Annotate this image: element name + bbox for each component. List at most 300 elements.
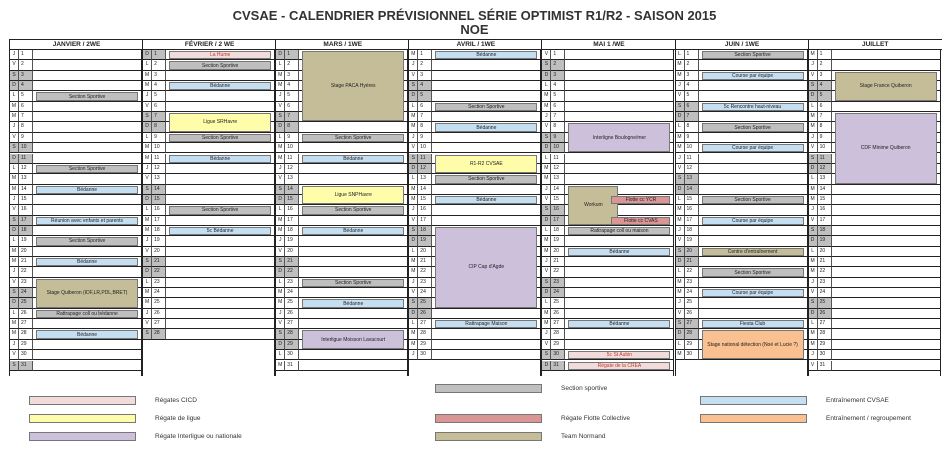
- calendar-event[interactable]: Rattrapage coll ou maison: [568, 227, 670, 235]
- day-cell[interactable]: [699, 226, 807, 236]
- day-cell[interactable]: [832, 329, 940, 339]
- day-cell[interactable]: [832, 205, 940, 215]
- day-letter: D: [10, 81, 19, 91]
- day-cell[interactable]: [832, 102, 940, 112]
- day-letter: S: [143, 329, 152, 339]
- day-cell[interactable]: [166, 174, 274, 184]
- day-cell[interactable]: [33, 350, 141, 360]
- day-cell[interactable]: [832, 309, 940, 319]
- day-number: 16: [418, 205, 432, 215]
- calendar-event[interactable]: Bédanne: [302, 227, 404, 235]
- calendar-event[interactable]: Rattrapage Maison: [435, 320, 537, 328]
- day-number: 17: [685, 216, 699, 226]
- calendar-event[interactable]: Ligue SNPHavre: [302, 186, 404, 205]
- calendar-event[interactable]: Course par équipe: [702, 217, 804, 225]
- day-cell[interactable]: [299, 247, 407, 257]
- day-cell[interactable]: [565, 102, 673, 112]
- day-letter: S: [409, 154, 418, 164]
- day-cell[interactable]: [33, 154, 141, 164]
- day-cell[interactable]: [33, 112, 141, 122]
- day-letter: D: [409, 236, 418, 246]
- day-letter: L: [276, 278, 285, 288]
- day-letter: V: [809, 361, 818, 371]
- calendar-event[interactable]: Bédanne: [302, 155, 404, 163]
- day-number: 22: [685, 267, 699, 277]
- day-cell[interactable]: [166, 319, 274, 329]
- day-cell[interactable]: [166, 278, 274, 288]
- day-cell[interactable]: [299, 164, 407, 174]
- day-letter: V: [409, 288, 418, 298]
- calendar-event[interactable]: Section Sportive: [702, 51, 804, 59]
- day-cell[interactable]: [565, 340, 673, 350]
- calendar-event[interactable]: Section Sportive: [702, 268, 804, 276]
- calendar-event[interactable]: Workum: [568, 186, 618, 225]
- day-cell[interactable]: [565, 154, 673, 164]
- day-cell[interactable]: [832, 278, 940, 288]
- day-cell[interactable]: [699, 154, 807, 164]
- day-letter: S: [10, 361, 19, 371]
- day-number: 23: [818, 278, 832, 288]
- day-cell[interactable]: [832, 257, 940, 267]
- month-column: [408, 39, 541, 376]
- day-letter: V: [143, 102, 152, 112]
- calendar-event[interactable]: Interligue Moisson Lavacourt: [302, 330, 404, 349]
- day-letter: J: [676, 154, 685, 164]
- calendar-event[interactable]: Bédanne: [36, 330, 138, 338]
- day-number: 2: [285, 60, 299, 70]
- day-letter: S: [542, 133, 551, 143]
- day-letter: V: [409, 216, 418, 226]
- day-cell[interactable]: [166, 236, 274, 246]
- day-letter: S: [143, 112, 152, 122]
- day-cell[interactable]: [432, 350, 540, 360]
- calendar-event[interactable]: Réunion avec enfants et parents: [36, 217, 138, 225]
- calendar-event[interactable]: Section Sportive: [435, 103, 537, 111]
- calendar-event[interactable]: Stage France Quiberon: [835, 72, 937, 101]
- day-cell[interactable]: [832, 226, 940, 236]
- calendar-event[interactable]: Bédanne: [568, 320, 670, 328]
- day-cell[interactable]: [33, 133, 141, 143]
- day-number: 25: [418, 298, 432, 308]
- calendar-event[interactable]: Section Sportive: [36, 165, 138, 173]
- day-letter: D: [676, 329, 685, 339]
- day-letter: J: [809, 350, 818, 360]
- day-cell[interactable]: [33, 81, 141, 91]
- calendar-event[interactable]: Section Sportive: [169, 134, 271, 142]
- day-number: 10: [551, 143, 565, 153]
- day-number: 13: [685, 174, 699, 184]
- calendar-event[interactable]: Section Sportive: [302, 279, 404, 287]
- day-letter: M: [10, 174, 19, 184]
- calendar-event[interactable]: Section Sportive: [702, 123, 804, 131]
- day-cell[interactable]: [432, 60, 540, 70]
- day-number: 15: [418, 195, 432, 205]
- day-letter: L: [409, 102, 418, 112]
- day-cell[interactable]: [33, 60, 141, 70]
- day-number: 28: [818, 329, 832, 339]
- day-number: 20: [418, 247, 432, 257]
- day-letter: D: [809, 309, 818, 319]
- day-letter: D: [276, 340, 285, 350]
- day-number: 15: [685, 195, 699, 205]
- day-cell[interactable]: [699, 81, 807, 91]
- calendar-event[interactable]: Course par équipe: [702, 144, 804, 152]
- day-number: 2: [818, 60, 832, 70]
- day-cell[interactable]: [33, 50, 141, 60]
- calendar-event[interactable]: Bédanne: [36, 258, 138, 266]
- day-cell[interactable]: [432, 329, 540, 339]
- day-cell[interactable]: [832, 288, 940, 298]
- calendar-event[interactable]: 5c Bédanne: [169, 227, 271, 235]
- day-cell[interactable]: [299, 122, 407, 132]
- calendar-event[interactable]: Bédanne: [302, 299, 404, 307]
- day-cell[interactable]: [299, 143, 407, 153]
- calendar-event[interactable]: Stage national détection (Noé et Lucie ?): [702, 330, 804, 359]
- day-number: 3: [285, 71, 299, 81]
- day-letter: L: [542, 298, 551, 308]
- day-cell[interactable]: [565, 164, 673, 174]
- day-number: 5: [19, 91, 33, 101]
- calendar-event[interactable]: Bédanne: [169, 155, 271, 163]
- day-number: 21: [551, 257, 565, 267]
- day-letter: J: [143, 164, 152, 174]
- day-letter: M: [10, 102, 19, 112]
- day-letter: M: [676, 350, 685, 360]
- calendar-event[interactable]: Section Sportive: [169, 206, 271, 214]
- day-letter: L: [409, 247, 418, 257]
- calendar-event[interactable]: Bédanne: [435, 196, 537, 204]
- day-number: 29: [551, 340, 565, 350]
- day-cell[interactable]: [432, 185, 540, 195]
- day-cell[interactable]: [565, 236, 673, 246]
- day-cell[interactable]: [166, 309, 274, 319]
- calendar-event[interactable]: CIP Cap d'Agde: [435, 227, 537, 308]
- day-cell[interactable]: [565, 174, 673, 184]
- legend-swatch: [435, 414, 542, 423]
- day-cell[interactable]: [832, 216, 940, 226]
- day-cell[interactable]: [832, 236, 940, 246]
- day-cell[interactable]: [832, 185, 940, 195]
- day-number: 22: [418, 267, 432, 277]
- day-cell[interactable]: [166, 216, 274, 226]
- day-cell[interactable]: [699, 205, 807, 215]
- day-number: 3: [551, 71, 565, 81]
- day-number: 30: [285, 350, 299, 360]
- day-cell[interactable]: [33, 195, 141, 205]
- calendar-event[interactable]: Course par équipe: [702, 72, 804, 80]
- day-cell[interactable]: [299, 216, 407, 226]
- day-letter: L: [809, 102, 818, 112]
- day-cell[interactable]: [432, 216, 540, 226]
- day-cell[interactable]: [33, 340, 141, 350]
- day-number: 9: [418, 133, 432, 143]
- day-cell[interactable]: [166, 298, 274, 308]
- day-letter: D: [10, 154, 19, 164]
- day-cell[interactable]: [832, 267, 940, 277]
- calendar-event[interactable]: Rattrapage coll ou bédanne: [36, 310, 138, 318]
- calendar-event[interactable]: Interligne Boulogne/mer: [568, 123, 670, 152]
- calendar-event[interactable]: CDF Minime Quiberon: [835, 113, 937, 183]
- day-number: 14: [19, 185, 33, 195]
- day-cell[interactable]: [432, 143, 540, 153]
- calendar-event[interactable]: Flotte cc CVAS: [611, 217, 670, 225]
- day-number: 16: [19, 205, 33, 215]
- day-letter: M: [10, 329, 19, 339]
- day-cell[interactable]: [166, 102, 274, 112]
- day-cell[interactable]: [565, 298, 673, 308]
- day-cell[interactable]: [565, 309, 673, 319]
- day-number: 5: [418, 91, 432, 101]
- day-number: 19: [285, 236, 299, 246]
- calendar-event[interactable]: Flotte cc YCR: [611, 196, 670, 204]
- legend-swatch: [29, 432, 136, 441]
- legend-label: Régate Flotte Collective: [561, 415, 631, 422]
- day-cell[interactable]: [166, 247, 274, 257]
- day-cell[interactable]: [699, 60, 807, 70]
- day-cell[interactable]: [166, 185, 274, 195]
- day-letter: V: [542, 122, 551, 132]
- day-cell[interactable]: [33, 143, 141, 153]
- day-cell[interactable]: [33, 267, 141, 277]
- day-cell[interactable]: [166, 143, 274, 153]
- day-cell[interactable]: [699, 236, 807, 246]
- day-cell[interactable]: [699, 309, 807, 319]
- day-letter: M: [276, 71, 285, 81]
- day-cell[interactable]: [33, 361, 141, 371]
- day-cell[interactable]: [299, 236, 407, 246]
- day-letter: J: [809, 133, 818, 143]
- day-cell[interactable]: [166, 91, 274, 101]
- day-letter: J: [542, 112, 551, 122]
- calendar-event[interactable]: Bédanne: [568, 248, 670, 256]
- day-cell[interactable]: [166, 329, 274, 339]
- day-letter: D: [676, 185, 685, 195]
- day-number: 9: [285, 133, 299, 143]
- day-number: 12: [551, 164, 565, 174]
- calendar-event[interactable]: 5c Rencontre haut-niveau: [702, 103, 804, 111]
- day-letter: V: [276, 102, 285, 112]
- day-letter: J: [143, 309, 152, 319]
- day-cell[interactable]: [565, 257, 673, 267]
- calendar-event[interactable]: Bédanne: [435, 51, 537, 59]
- day-cell[interactable]: [565, 267, 673, 277]
- calendar-event[interactable]: Section Sportive: [169, 61, 271, 69]
- day-cell[interactable]: [832, 319, 940, 329]
- day-number: 6: [19, 102, 33, 112]
- day-letter: M: [676, 288, 685, 298]
- day-letter: J: [409, 350, 418, 360]
- day-letter: L: [542, 226, 551, 236]
- calendar-event[interactable]: Section Sportive: [302, 134, 404, 142]
- day-cell[interactable]: [832, 50, 940, 60]
- day-cell[interactable]: [565, 112, 673, 122]
- month-header: AVRIL / 1WE: [409, 39, 542, 50]
- day-letter: S: [143, 185, 152, 195]
- calendar-event[interactable]: 5c St Aubin: [568, 351, 670, 359]
- day-cell[interactable]: [565, 81, 673, 91]
- day-cell[interactable]: [33, 102, 141, 112]
- day-letter: J: [409, 278, 418, 288]
- day-cell[interactable]: [33, 226, 141, 236]
- day-cell[interactable]: [33, 174, 141, 184]
- day-cell[interactable]: [299, 309, 407, 319]
- day-letter: L: [276, 205, 285, 215]
- day-cell[interactable]: [832, 340, 940, 350]
- day-letter: J: [10, 122, 19, 132]
- day-cell[interactable]: [299, 288, 407, 298]
- day-letter: L: [276, 350, 285, 360]
- day-cell[interactable]: [299, 257, 407, 267]
- legend-label: Régate de ligue: [155, 415, 201, 422]
- day-letter: S: [809, 226, 818, 236]
- day-cell[interactable]: [299, 319, 407, 329]
- day-cell[interactable]: [166, 267, 274, 277]
- calendar-event[interactable]: La Hume: [169, 51, 271, 59]
- day-letter: D: [409, 164, 418, 174]
- day-cell[interactable]: [166, 288, 274, 298]
- day-number: 4: [19, 81, 33, 91]
- calendar-event[interactable]: Section Sportive: [302, 206, 404, 214]
- day-cell[interactable]: [432, 71, 540, 81]
- day-letter: S: [276, 257, 285, 267]
- day-number: 27: [152, 319, 166, 329]
- day-cell[interactable]: [699, 278, 807, 288]
- day-cell[interactable]: [33, 247, 141, 257]
- day-letter: M: [143, 143, 152, 153]
- day-cell[interactable]: [432, 81, 540, 91]
- day-cell[interactable]: [299, 361, 407, 371]
- day-cell[interactable]: [432, 133, 540, 143]
- day-letter: L: [809, 174, 818, 184]
- day-number: 9: [152, 133, 166, 143]
- day-number: 29: [19, 340, 33, 350]
- day-cell[interactable]: [699, 112, 807, 122]
- day-cell[interactable]: [565, 91, 673, 101]
- day-number: 28: [551, 329, 565, 339]
- day-number: 30: [418, 350, 432, 360]
- day-number: 21: [285, 257, 299, 267]
- day-letter: L: [676, 340, 685, 350]
- day-letter: M: [542, 174, 551, 184]
- day-letter: M: [143, 81, 152, 91]
- day-cell[interactable]: [832, 298, 940, 308]
- day-number: 3: [418, 71, 432, 81]
- day-number: 2: [152, 60, 166, 70]
- day-number: 15: [152, 195, 166, 205]
- day-letter: J: [676, 298, 685, 308]
- calendar-event[interactable]: Course par équipe: [702, 289, 804, 297]
- calendar-event[interactable]: Section Sportive: [435, 175, 537, 183]
- day-number: 27: [685, 319, 699, 329]
- day-cell[interactable]: [832, 247, 940, 257]
- day-cell[interactable]: [299, 267, 407, 277]
- day-cell[interactable]: [166, 164, 274, 174]
- day-number: 3: [19, 71, 33, 81]
- day-letter: M: [10, 319, 19, 329]
- day-cell[interactable]: [166, 195, 274, 205]
- day-cell[interactable]: [432, 205, 540, 215]
- day-cell[interactable]: [565, 329, 673, 339]
- day-cell[interactable]: [432, 91, 540, 101]
- calendar-event[interactable]: Ligue SRHavre: [169, 113, 271, 132]
- day-cell[interactable]: [699, 257, 807, 267]
- day-number: 7: [285, 112, 299, 122]
- day-cell[interactable]: [33, 205, 141, 215]
- day-cell[interactable]: [166, 257, 274, 267]
- day-cell[interactable]: [565, 50, 673, 60]
- day-number: 29: [818, 340, 832, 350]
- day-cell[interactable]: [33, 319, 141, 329]
- day-cell[interactable]: [33, 122, 141, 132]
- day-cell[interactable]: [565, 288, 673, 298]
- day-cell[interactable]: [432, 340, 540, 350]
- day-cell[interactable]: [699, 174, 807, 184]
- day-letter: S: [676, 319, 685, 329]
- day-cell[interactable]: [832, 195, 940, 205]
- day-cell[interactable]: [832, 350, 940, 360]
- day-cell[interactable]: [699, 298, 807, 308]
- day-cell[interactable]: [33, 71, 141, 81]
- day-cell[interactable]: [432, 309, 540, 319]
- day-cell[interactable]: [565, 71, 673, 81]
- calendar-event[interactable]: Bédanne: [36, 186, 138, 194]
- day-letter: V: [542, 195, 551, 205]
- day-letter: M: [676, 216, 685, 226]
- calendar-event[interactable]: Stage Quiberon (IDF,LR,PDL,BRET): [36, 279, 138, 308]
- calendar-event[interactable]: Fiesta Club: [702, 320, 804, 328]
- calendar-event[interactable]: Stage PACA Hyères: [302, 51, 404, 121]
- calendar-event[interactable]: Bédanne: [435, 123, 537, 131]
- day-cell[interactable]: [299, 174, 407, 184]
- day-number: 20: [818, 247, 832, 257]
- calendar-event[interactable]: Bédanne: [169, 82, 271, 90]
- day-number: 14: [285, 185, 299, 195]
- day-number: 10: [285, 143, 299, 153]
- day-number: 28: [418, 329, 432, 339]
- calendar-event[interactable]: R1-R2 CVSAE: [435, 155, 537, 174]
- day-cell[interactable]: [832, 361, 940, 371]
- day-letter: S: [143, 257, 152, 267]
- calendar-event[interactable]: Section Sportive: [36, 92, 138, 100]
- month-header: JUIN / 1WE: [676, 39, 809, 50]
- calendar-event[interactable]: Section Sportive: [36, 237, 138, 245]
- day-letter: V: [676, 164, 685, 174]
- day-cell[interactable]: [299, 350, 407, 360]
- calendar-event[interactable]: Section Sportive: [702, 196, 804, 204]
- day-letter: S: [542, 278, 551, 288]
- day-cell[interactable]: [565, 60, 673, 70]
- day-letter: S: [676, 102, 685, 112]
- day-letter: M: [10, 185, 19, 195]
- day-cell[interactable]: [699, 164, 807, 174]
- day-number: 24: [19, 288, 33, 298]
- day-cell[interactable]: [832, 60, 940, 70]
- day-cell[interactable]: [166, 71, 274, 81]
- day-number: 1: [551, 50, 565, 60]
- day-letter: V: [809, 71, 818, 81]
- day-letter: V: [809, 288, 818, 298]
- calendar-event[interactable]: Régate de la CREA: [568, 362, 670, 370]
- day-cell[interactable]: [565, 278, 673, 288]
- day-cell[interactable]: [699, 185, 807, 195]
- day-cell[interactable]: [699, 91, 807, 101]
- day-cell[interactable]: [699, 133, 807, 143]
- day-letter: M: [542, 247, 551, 257]
- day-letter: D: [809, 91, 818, 101]
- day-cell[interactable]: [432, 112, 540, 122]
- calendar-event[interactable]: Centre d'entraînement: [702, 248, 804, 256]
- day-number: 23: [152, 278, 166, 288]
